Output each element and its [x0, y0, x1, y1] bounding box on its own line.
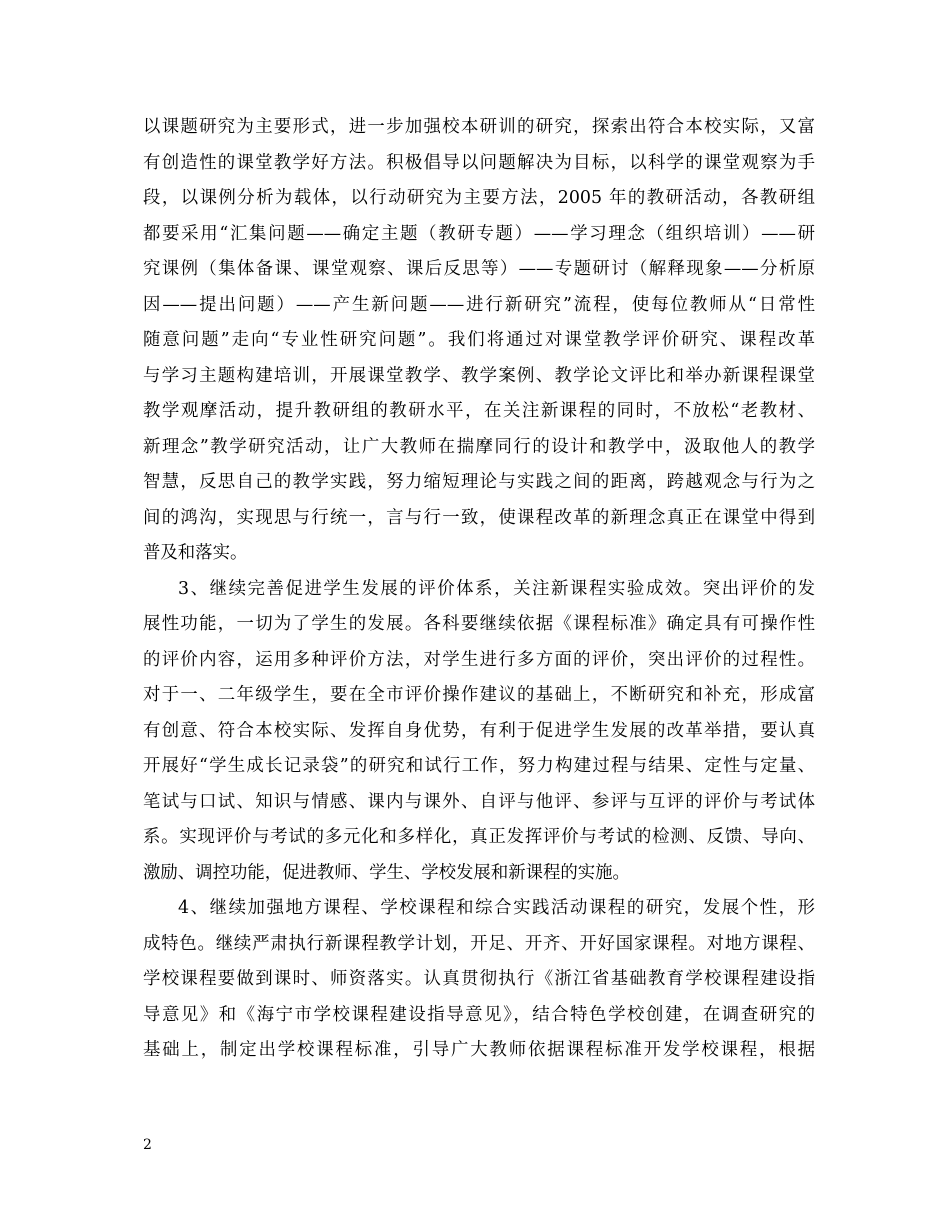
- text-line: 的评价内容，运用多种评价方法，对学生进行多方面的评价，突出评价的过程性。: [143, 649, 815, 670]
- paragraph-start-line: 4、继续加强地方课程、学校课程和综合实践活动课程的研究，发展个性，形: [178, 898, 815, 918]
- text-line: 对于一、二年级学生，要在全市评价操作建议的基础上，不断研究和补充，形成富: [143, 685, 815, 705]
- text-line: 究课例（集体备课、课堂观察、课后反思等）——专题研讨（解释现象——分析原: [143, 259, 815, 279]
- text-line: 教学观摩活动，提升教研组的教研水平，在关注新课程的同时，不放松“老教材、: [143, 401, 815, 421]
- text-line: 以课题研究为主要形式，进一步加强校本研训的研究，探索出符合本校实际，又富: [143, 117, 815, 137]
- text-line: 激励、调控功能，促进教师、学生、学校发展和新课程的实施。: [143, 862, 630, 883]
- text-line: 有创意、符合本校实际、发挥自身优势，有利于促进学生发展的改革举措，要认真: [143, 720, 815, 741]
- text-line: 系。实现评价与考试的多元化和多样化，真正发挥评价与考试的检测、反馈、导向、: [143, 827, 815, 847]
- text-line: 智慧，反思自己的教学实践，努力缩短理论与实践之间的距离，跨越观念与行为之: [143, 472, 815, 492]
- body-text: [143, 110, 815, 1069]
- text-line: 新理念”教学研究活动，让广大教师在揣摩同行的设计和教学中，汲取他人的教学: [143, 436, 815, 457]
- text-line: 都要采用“汇集问题——确定主题（教研专题）——学习理念（组织培训）——研: [143, 223, 815, 244]
- text-line: 成特色。继续严肃执行新课程教学计划，开足、开齐、开好国家课程。对地方课程、: [143, 933, 815, 954]
- paragraph-start-line: 3、继续完善促进学生发展的评价体系，关注新课程实验成效。突出评价的发: [178, 578, 815, 599]
- text-line: 因——提出问题）——产生新问题——进行新研究”流程，使每位教师从“日常性: [143, 294, 815, 315]
- text-line: 普及和落实。: [143, 543, 248, 563]
- text-line: 导意见》和《海宁市学校课程建设指导意见》，结合特色学校创建，在调查研究的: [143, 1004, 815, 1025]
- text-line: 与学习主题构建培训，开展课堂教学、教学案例、教学论文评比和举办新课程课堂: [143, 365, 815, 386]
- text-line: 随意问题”走向“专业性研究问题”。我们将通过对课堂教学评价研究、课程改革: [143, 330, 815, 350]
- text-line: 展性功能，一切为了学生的发展。各科要继续依据《课程标准》确定具有可操作性: [143, 614, 815, 634]
- text-line: 笔试与口试、知识与情感、课内与课外、自评与他评、参评与互评的评价与考试体: [143, 791, 815, 812]
- text-line: 间的鸿沟，实现思与行统一，言与行一致，使课程改革的新理念真正在课堂中得到: [143, 507, 815, 528]
- text-line: 段，以课例分析为载体，以行动研究为主要方法，2005 年的教研活动，各教研组: [143, 188, 815, 208]
- text-line: 开展好“学生成长记录袋”的研究和试行工作，努力构建过程与结果、定性与定量、: [143, 756, 815, 776]
- text-line: 学校课程要做到课时、师资落实。认真贯彻执行《浙江省基础教育学校课程建设指: [143, 969, 815, 989]
- text-line: 基础上，制定出学校课程标准，引导广大教师依据课程标准开发学校课程，根据: [143, 1040, 815, 1060]
- page-number: 2: [143, 1137, 152, 1153]
- text-line: 有创造性的课堂教学好方法。积极倡导以问题解决为目标，以科学的课堂观察为手: [143, 152, 815, 173]
